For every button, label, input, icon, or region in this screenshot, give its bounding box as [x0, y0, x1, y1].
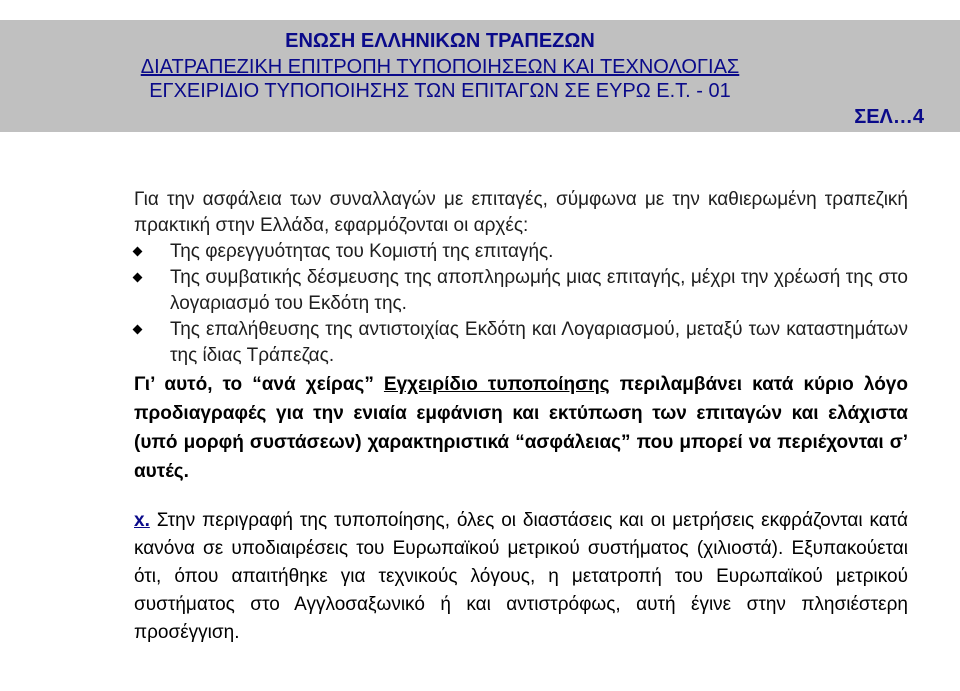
- manual-scope-paragraph: [134, 370, 908, 486]
- header-organization: ΕΝΩΣΗ ΕΛΛΗΝΙΚΩΝ ΤΡΑΠΕΖΩΝ: [285, 30, 595, 52]
- bullet-item: [134, 265, 908, 317]
- note-text: Στην περιγραφή της τυποποίησης, όλες οι διαστάσεις και οι μετρήσεις εκφράζονται κατά κανόνα σε υποδιαιρέσεις του Ευρωπαϊκού μετρικού συστήματος (χιλιοστά). Εξυπακούεται ότι, όπου απαιτήθηκε για τεχνικούς λόγους, η μετατροπή του Ευρωπαϊκού μετρικού συστήματος στο Αγγλοσαξωνικό ή και αντιστρόφως, αυτή έγινε στην πλησιέστερη προσέγγιση.: [134, 510, 908, 643]
- bullet-text: Της φερεγγυότητας του Κομιστή της επιταγής.: [170, 241, 554, 262]
- scope-text-1: Γι’ αυτό, το: [134, 374, 253, 395]
- bullet-item: [134, 239, 908, 265]
- diamond-bullet-icon: [133, 247, 143, 257]
- document-body: [134, 187, 908, 647]
- diamond-bullet-icon: [133, 325, 143, 335]
- scope-text-2: [374, 374, 384, 395]
- scope-text-4: που μπορεί να περιέχονται σ’ αυτές.: [134, 432, 908, 482]
- diamond-bullet-icon: [133, 273, 143, 283]
- scope-quote-1: “ανά χείρας”: [252, 374, 374, 395]
- scope-underlined-term: Εγχειρίδιο τυποποίησης: [383, 374, 610, 395]
- intro-paragraph: Για την ασφάλεια των συναλλαγών με επιταγές, σύμφωνα με την καθιερωμένη τραπεζική πρακτική στην Ελλάδα, εφαρμόζονται οι αρχές:: [134, 189, 908, 236]
- header-manual-title: ΕΓΧΕΙΡΙΔΙΟ ΤΥΠΟΠΟΙΗΣΗΣ ΤΩΝ ΕΠΙΤΑΓΩΝ ΣΕ ΕΥΡΩ Ε.Τ. - 01: [149, 80, 731, 102]
- scope-quote-2: “ασφάλειας”: [515, 432, 631, 453]
- note-marker: x.: [134, 510, 150, 531]
- header-committee: ΔΙΑΤΡΑΠΕΖΙΚΗ ΕΠΙΤΡΟΠΗ ΤΥΠΟΠΟΙΗΣΕΩΝ ΚΑΙ ΤΕΧΝΟΛΟΓΙΑΣ: [140, 56, 740, 78]
- scope-text-3: περιλαμβάνει κατά κύριο λόγο προδιαγραφές για την ενιαία εμφάνιση και εκτύπωση των επιταγών και ελάχιστα (υπό μορφή συστάσεων) χαρακτηριστικά: [134, 374, 908, 453]
- measurement-note: [134, 507, 908, 647]
- page-number: ΣΕΛ…4: [854, 106, 924, 128]
- document-header: [0, 20, 960, 132]
- bullet-text: Της συμβατικής δέσμευσης της αποπληρωμής μιας επιταγής, μέχρι την χρέωσή της στο λογαριασμό του Εκδότη της.: [170, 267, 908, 314]
- bullet-item: [134, 317, 908, 369]
- bullet-text: Της επαλήθευσης της αντιστοιχίας Εκδότη και Λογαριασμού, μεταξύ των καταστημάτων της ίδιας Τράπεζας.: [170, 319, 908, 366]
